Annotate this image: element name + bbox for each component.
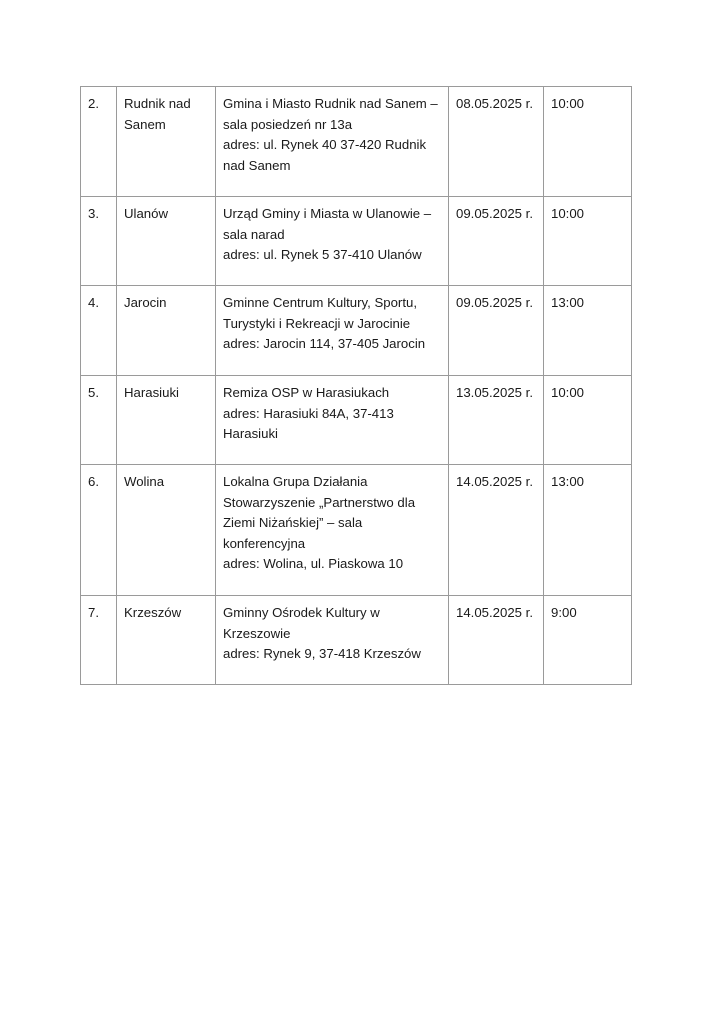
venue-line: Gminny Ośrodek Kultury w <box>223 605 380 620</box>
venue-cell <box>216 465 449 596</box>
meeting-date: 14.05.2025 r. <box>449 465 544 596</box>
venue-line: konferencyjna <box>223 535 306 551</box>
meeting-date: 09.05.2025 r. <box>449 197 544 286</box>
meeting-time: 10:00 <box>544 197 632 286</box>
table-row <box>81 197 632 286</box>
table-row <box>81 465 632 596</box>
row-number: 6. <box>81 465 117 596</box>
meeting-time: 13:00 <box>544 286 632 376</box>
meeting-date: 08.05.2025 r. <box>449 87 544 197</box>
venue-line: adres: ul. Rynek 5 37-410 Ulanów <box>223 247 422 262</box>
venue-line: adres: Wolina, ul. Piaskowa 10 <box>223 556 404 571</box>
table-row <box>81 376 632 465</box>
venue-line: Remiza OSP w Harasiukach <box>223 385 390 400</box>
venue-line: Urząd Gminy i Miasta w Ulanowie – <box>223 206 432 221</box>
town-name: Harasiuki <box>117 376 216 465</box>
table-row <box>81 286 632 376</box>
venue-cell <box>216 197 449 286</box>
meeting-date: 09.05.2025 r. <box>449 286 544 376</box>
row-number: 2. <box>81 87 117 197</box>
town-name: Ulanów <box>117 197 216 286</box>
meeting-schedule-table <box>80 86 632 685</box>
town-name: Rudnik nad Sanem <box>117 87 216 197</box>
row-number: 7. <box>81 596 117 685</box>
meeting-time: 9:00 <box>544 596 632 685</box>
venue-line: Krzeszowie <box>223 625 291 641</box>
venue-line: Lokalna Grupa Działania <box>223 474 368 489</box>
venue-line: nad Sanem <box>223 157 291 173</box>
meeting-time: 10:00 <box>544 87 632 197</box>
meeting-date: 14.05.2025 r. <box>449 596 544 685</box>
venue-cell <box>216 286 449 376</box>
venue-line: sala narad <box>223 226 285 242</box>
venue-cell <box>216 376 449 465</box>
venue-line: Ziemi Niżańskiej” – sala <box>223 515 363 530</box>
venue-cell <box>216 87 449 197</box>
venue-line: Gminne Centrum Kultury, Sportu, <box>223 295 417 310</box>
town-name: Wolina <box>117 465 216 596</box>
venue-line: adres: Rynek 9, 37-418 Krzeszów <box>223 646 421 661</box>
venue-line: Stowarzyszenie „Partnerstwo dla <box>223 494 416 510</box>
venue-line: Harasiuki <box>223 426 278 441</box>
venue-line: Gmina i Miasto Rudnik nad Sanem – <box>223 96 438 111</box>
table-row <box>81 596 632 685</box>
venue-line: adres: Harasiuki 84A, 37-413 <box>223 405 394 421</box>
meeting-date: 13.05.2025 r. <box>449 376 544 465</box>
row-number: 3. <box>81 197 117 286</box>
row-number: 5. <box>81 376 117 465</box>
table-row <box>81 87 632 197</box>
town-name: Jarocin <box>117 286 216 376</box>
venue-line: adres: ul. Rynek 40 37-420 Rudnik <box>223 137 427 152</box>
venue-line: sala posiedzeń nr 13a <box>223 116 353 132</box>
meeting-time: 10:00 <box>544 376 632 465</box>
town-name: Krzeszów <box>117 596 216 685</box>
venue-line: adres: Jarocin 114, 37-405 Jarocin <box>223 336 426 351</box>
venue-line: Turystyki i Rekreacji w Jarocinie <box>223 315 411 331</box>
row-number: 4. <box>81 286 117 376</box>
venue-cell <box>216 596 449 685</box>
meeting-time: 13:00 <box>544 465 632 596</box>
